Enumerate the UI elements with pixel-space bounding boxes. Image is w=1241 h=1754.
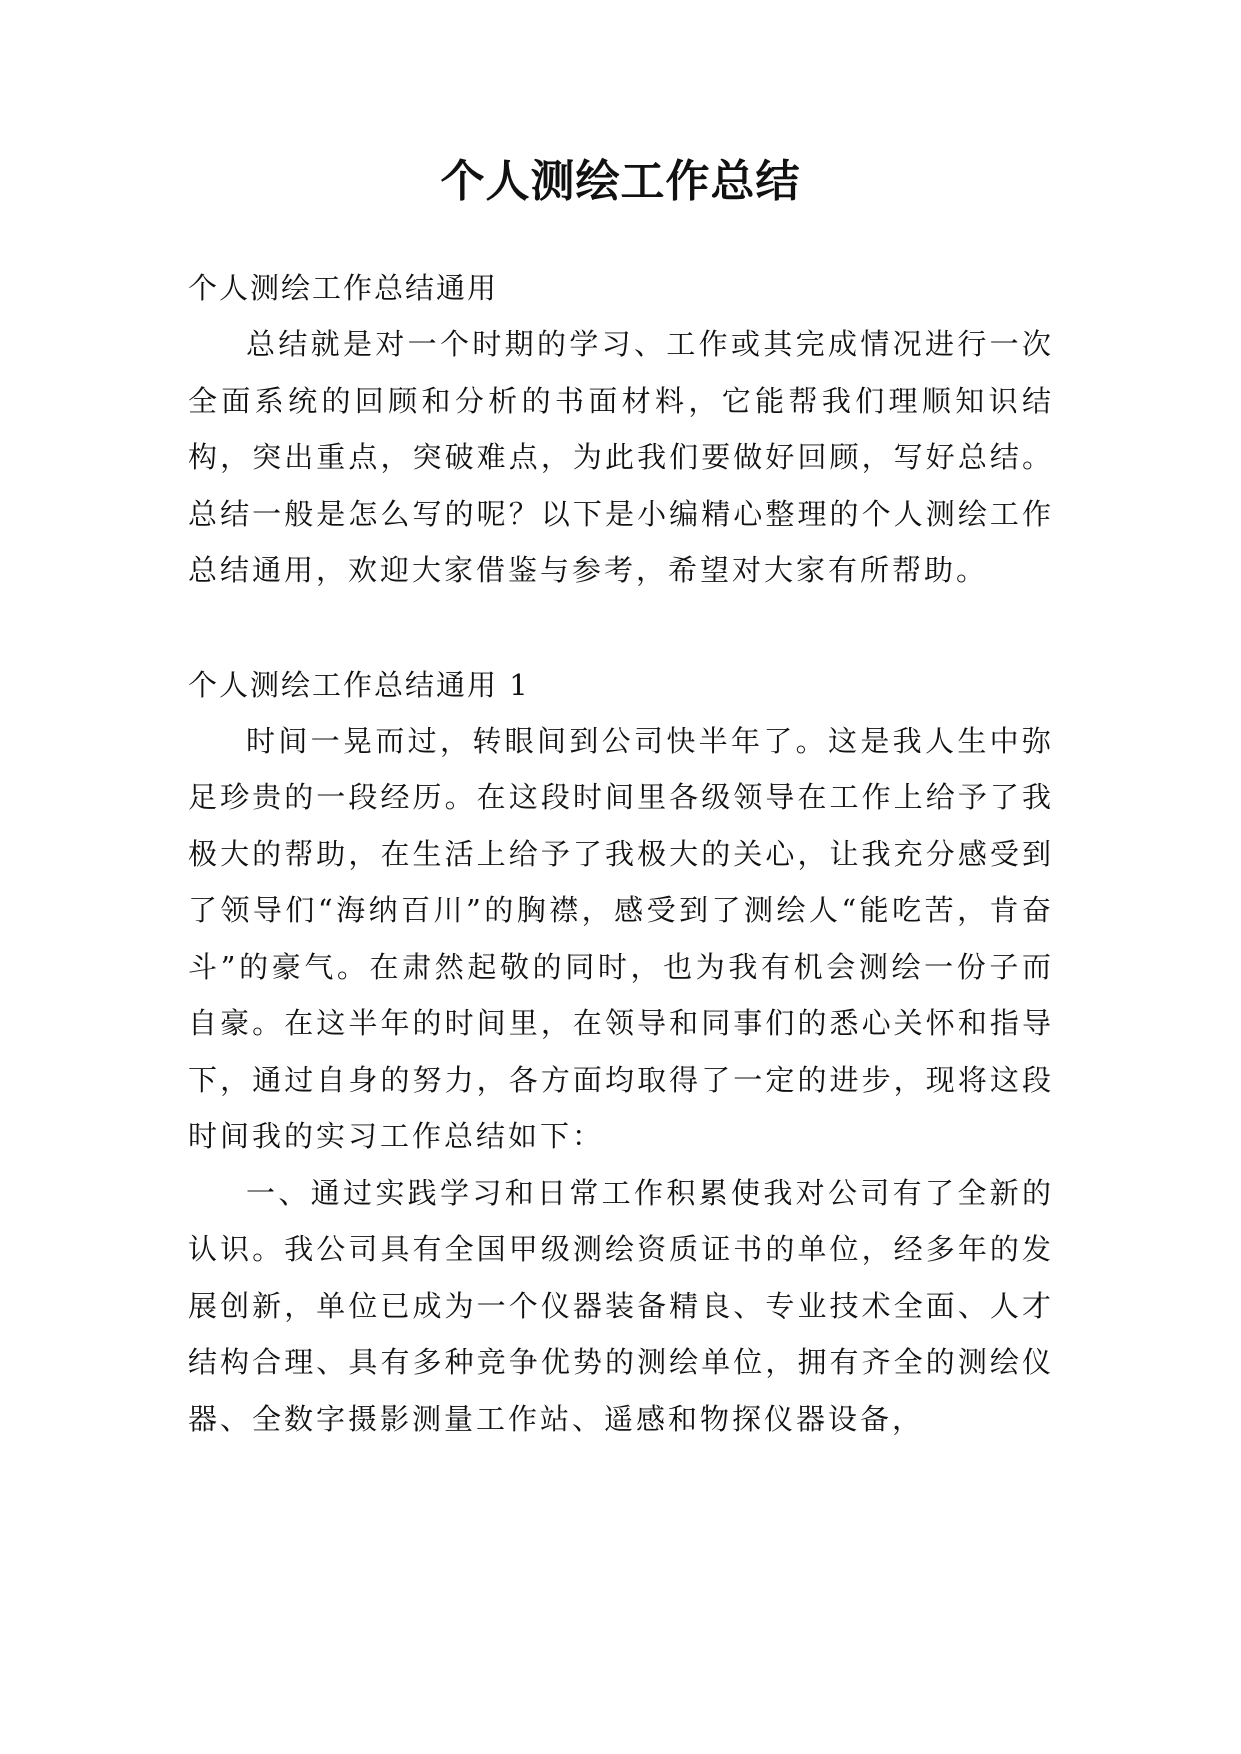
section-spacer: [188, 599, 1054, 657]
document-body: [188, 260, 1054, 1447]
subtitle-heading: 个人测绘工作总结通用: [188, 271, 499, 305]
section1-paragraph-2: 一、通过实践学习和日常工作积累使我对公司有了全新的认识。我公司具有全国甲级测绘资质证书的单位，经多年的发展创新，单位已成为一个仪器装备精良、专业技术全面、人才结构合理、具有多种竞争优势的测绘单位，拥有齐全的测绘仪器、全数字摄影测量工作站、遥感和物探仪器设备，: [188, 1175, 1054, 1436]
section1-heading: 个人测绘工作总结通用 1: [188, 667, 530, 702]
section1-paragraph-1: 时间一晃而过，转眼间到公司快半年了。这是我人生中弥足珍贵的一段经历。在这段时间里各级领导在工作上给予了我极大的帮助，在生活上给予了我极大的关心，让我充分感受到了领导们“海纳百川”的胸襟，感受到了测绘人“能吃苦，肯奋斗”的豪气。在肃然起敬的同时，也为我有机会测绘一份子而自豪。在这半年的时间里，在领导和同事们的悉心关怀和指导下，通过自身的努力，各方面均取得了一定的进步，现将这段时间我的实习工作总结如下：: [188, 723, 1054, 1153]
document-title: 个人测绘工作总结: [440, 156, 801, 207]
intro-paragraph: 总结就是对一个时期的学习、工作或其完成情况进行一次全面系统的回顾和分析的书面材料，它能帮我们理顺知识结构，突出重点，突破难点，为此我们要做好回顾，写好总结。总结一般是怎么写的呢？以下是小编精心整理的个人测绘工作总结通用，欢迎大家借鉴与参考，希望对大家有所帮助。: [188, 327, 1054, 587]
